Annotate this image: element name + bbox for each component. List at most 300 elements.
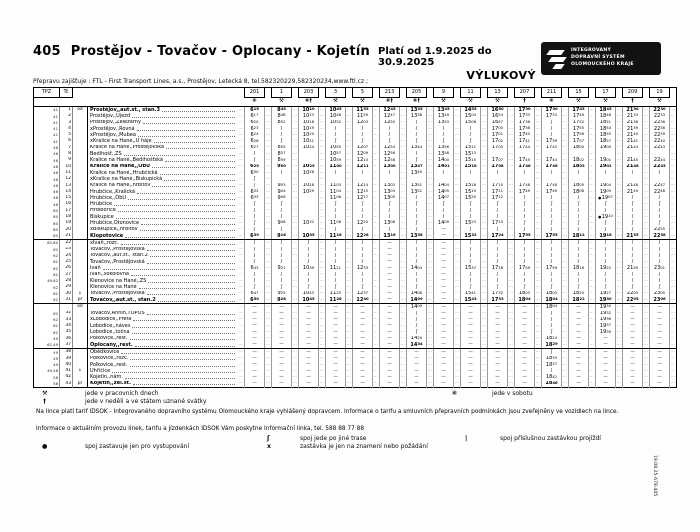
reroute-wave-mark: ʃ xyxy=(577,208,580,213)
column-separator-dots: ··· xyxy=(562,381,568,386)
time-cell: 1708 xyxy=(488,164,508,170)
time-cell: 1519 xyxy=(461,189,481,195)
reroute-wave-mark: ʃ xyxy=(361,208,364,213)
no-service-mark: — xyxy=(522,336,527,342)
time-cell: 1851 xyxy=(596,120,616,126)
reroute-wave-mark: ʃ xyxy=(415,132,418,138)
column-separator-dots: ··· xyxy=(589,381,595,386)
no-service-mark: — xyxy=(468,374,473,380)
column-separator-dots: ··· xyxy=(643,189,649,194)
column-separator-dots: ··· xyxy=(508,259,514,264)
column-separator-dots: ··· xyxy=(670,170,676,175)
time-cell: 2155 xyxy=(623,233,643,240)
time-cell: 615 xyxy=(245,107,265,114)
time-cell: 906 xyxy=(272,195,292,201)
column-separator-dots: ··· xyxy=(373,259,379,264)
no-service-mark: — xyxy=(333,368,338,374)
route-name: Prostějov - Tovačov - Oplocany - Kojetín xyxy=(70,44,370,59)
time-cell: 1513 xyxy=(461,151,481,157)
tariff-zone: 46 xyxy=(34,195,60,201)
no-service-mark: — xyxy=(495,355,500,361)
column-separator-dots: ··· xyxy=(319,139,325,144)
reroute-wave-mark: ʃ xyxy=(577,253,580,259)
column-separator-dots: ··· xyxy=(481,336,487,341)
no-service-mark: — xyxy=(279,329,284,335)
column-separator-dots: ··· xyxy=(481,220,487,225)
column-separator-dots: ··· xyxy=(319,247,325,252)
time-cell xyxy=(569,304,589,311)
reroute-wave-mark: ʃ xyxy=(334,214,337,220)
column-separator-dots: ··· xyxy=(346,120,352,125)
column-separator-dots: ··· xyxy=(589,170,595,175)
reroute-wave-mark: ʃ xyxy=(631,271,634,277)
column-separator-dots: ··· xyxy=(670,120,676,125)
column-separator-dots: ··· xyxy=(400,202,406,207)
no-service-mark: — xyxy=(495,323,500,329)
column-separator-dots: ··· xyxy=(643,126,649,131)
column-separator-dots: ··· xyxy=(643,349,649,354)
column-separator-dots: ··· xyxy=(265,253,271,258)
column-separator-dots: ··· xyxy=(400,145,406,150)
trip-number: 19 xyxy=(650,88,670,98)
column-separator-dots: ··· xyxy=(454,151,460,156)
column-separator-dots: ··· xyxy=(562,323,568,328)
column-separator-dots: ··· xyxy=(319,381,325,386)
trip-day-symbol: ⑥† xyxy=(380,98,400,107)
column-separator-dots: ··· xyxy=(589,208,595,213)
time-cell: 2145 xyxy=(623,157,643,163)
time-cell: 1026 xyxy=(299,170,319,176)
reroute-wave-mark: ʃ xyxy=(415,271,418,277)
dotted-leader xyxy=(131,274,235,276)
column-separator-dots: ··· xyxy=(562,278,568,283)
column-separator-dots: ··· xyxy=(481,291,487,296)
column-separator-dots: ··· xyxy=(535,132,541,137)
column-separator-dots: ··· xyxy=(562,253,568,258)
column-separator-dots: ··· xyxy=(562,214,568,219)
no-service-mark: — xyxy=(630,310,635,316)
reroute-wave-mark: ʃ xyxy=(334,246,337,252)
time-cell: 1904 xyxy=(596,183,616,189)
time-cell xyxy=(272,349,292,356)
no-service-mark: — xyxy=(657,310,662,316)
column-separator-dots: ··· xyxy=(535,311,541,316)
no-service-mark: — xyxy=(522,317,527,323)
column-separator-dots: ··· xyxy=(562,317,568,322)
column-separator-dots: ··· xyxy=(292,311,298,316)
column-separator-dots: ··· xyxy=(562,368,568,373)
reroute-wave-mark: ʃ xyxy=(550,323,553,329)
stop-name: Tovačov,,aut.st., stan.2 xyxy=(90,296,156,303)
column-separator-dots: ··· xyxy=(427,113,433,118)
column-separator-dots: ··· xyxy=(643,183,649,188)
exit-only-text: spoj zastavuje jen pro vystupování xyxy=(85,443,190,450)
column-separator-dots: ··· xyxy=(670,208,676,213)
reroute-wave-mark: ʃ xyxy=(361,246,364,252)
column-separator-dots: ··· xyxy=(589,368,595,373)
no-service-mark: — xyxy=(576,323,581,329)
column-separator-dots: ··· xyxy=(454,126,460,131)
time-cell: 1516 xyxy=(461,164,481,170)
stop-index: 41 xyxy=(60,368,73,374)
dotted-leader xyxy=(130,358,234,360)
reroute-wave-mark: ʃ xyxy=(415,220,418,226)
reroute-wave-mark: ʃ xyxy=(550,349,553,355)
column-separator-dots: ··· xyxy=(616,284,622,289)
column-separator-dots: ··· xyxy=(562,362,568,367)
column-separator-dots: ··· xyxy=(670,368,676,373)
time-cell xyxy=(380,381,400,388)
column-separator-dots: ··· xyxy=(400,266,406,271)
time-cell: 2247 xyxy=(650,183,670,189)
reroute-wave-mark: ʃ xyxy=(496,201,499,207)
reroute-wave-mark: ʃ xyxy=(631,220,634,226)
column-separator-dots: ··· xyxy=(265,214,271,219)
column-separator-dots: ··· xyxy=(589,183,595,188)
column-separator-dots: ··· xyxy=(535,240,541,245)
column-separator-dots: ··· xyxy=(346,227,352,232)
validity-dates: Platí od 1.9.2025 do 30.9.2025 xyxy=(378,46,492,68)
stop-name: Kralice na Hané,,Prostějovská xyxy=(90,144,165,151)
reroute-wave-mark: ʃ xyxy=(415,126,418,132)
column-separator-dots: ··· xyxy=(238,317,243,322)
column-separator-dots: ··· xyxy=(373,272,379,277)
column-separator-dots: ··· xyxy=(535,253,541,258)
column-separator-dots: ··· xyxy=(589,336,595,341)
reroute-wave-mark: ʃ xyxy=(388,226,391,232)
tariff-zone: 58 xyxy=(34,374,60,380)
column-separator-dots: ··· xyxy=(562,189,568,194)
reroute-wave-mark: ʃ xyxy=(631,201,634,207)
column-separator-dots: ··· xyxy=(265,126,271,131)
time-cell xyxy=(434,233,454,240)
time-cell: 1700 xyxy=(488,126,508,132)
column-separator-dots: ··· xyxy=(400,297,406,302)
column-separator-dots: ··· xyxy=(481,349,487,354)
no-service-mark: — xyxy=(306,310,311,316)
time-cell: 2133 xyxy=(623,113,643,119)
column-separator-dots: ··· xyxy=(616,176,622,181)
column-separator-dots: ··· xyxy=(454,176,460,181)
reroute-wave-mark: ʃ xyxy=(280,138,283,144)
column-separator-dots: ··· xyxy=(508,368,514,373)
no-service-mark: — xyxy=(576,362,581,368)
no-service-mark: — xyxy=(576,317,581,323)
no-service-mark: — xyxy=(360,355,365,361)
time-cell: 1805 xyxy=(569,183,589,189)
no-service-mark: — xyxy=(468,336,473,342)
trip-day-symbol: ⚒ xyxy=(353,98,373,107)
time-cell: 1220 xyxy=(353,220,373,226)
time-cell: 1744 xyxy=(542,157,562,163)
column-separator-dots: ··· xyxy=(454,284,460,289)
column-separator-dots: ··· xyxy=(589,139,595,144)
no-service-mark: — xyxy=(441,265,446,271)
time-cell: 1305 xyxy=(380,195,400,201)
trip-number: 207 xyxy=(515,88,535,98)
stop-index: 31 xyxy=(60,297,73,304)
no-service-mark: — xyxy=(387,240,392,246)
reroute-wave-mark: ʃ xyxy=(415,317,418,323)
time-cell: 1756 xyxy=(569,132,589,138)
tariff-zone: 62 xyxy=(34,311,60,317)
reroute-wave-mark: ʃ xyxy=(604,253,607,259)
reroute-wave-mark: ʃ xyxy=(631,259,634,265)
column-separator-dots: ··· xyxy=(265,170,271,175)
time-cell xyxy=(650,240,670,247)
time-cell: 2240 xyxy=(650,138,670,144)
no-service-mark: — xyxy=(333,329,338,335)
time-cell xyxy=(596,240,616,247)
tariff-zone: 49 xyxy=(34,349,60,356)
column-separator-dots: ··· xyxy=(427,330,433,335)
reroute-wave-mark: ʃ xyxy=(658,195,661,201)
column-separator-dots: ··· xyxy=(643,253,649,258)
column-separator-dots: ··· xyxy=(454,183,460,188)
time-cell: 1733 xyxy=(488,297,508,304)
no-service-mark: — xyxy=(495,329,500,335)
column-separator-dots: ··· xyxy=(589,233,595,238)
time-cell: 1829 xyxy=(542,342,562,349)
column-separator-dots: ··· xyxy=(292,240,298,245)
reroute-wave-mark: ʃ xyxy=(280,259,283,265)
column-separator-dots: ··· xyxy=(481,356,487,361)
column-separator-dots: ··· xyxy=(670,291,676,296)
reroute-wave-mark: ʃ xyxy=(550,132,553,138)
tariff-zone: 41 xyxy=(34,113,60,119)
reroute-wave-mark: ʃ xyxy=(253,220,256,226)
column-separator-dots: ··· xyxy=(481,233,487,238)
column-separator-dots: ··· xyxy=(265,195,271,200)
time-cell: 1108 xyxy=(326,220,346,226)
column-separator-dots: ··· xyxy=(346,278,352,283)
time-cell: 2244 xyxy=(650,157,670,163)
no-service-mark: — xyxy=(441,290,446,296)
column-separator-dots: ··· xyxy=(508,151,514,156)
column-separator-dots: ··· xyxy=(319,278,325,283)
column-separator-dots: ··· xyxy=(589,158,595,163)
reroute-wave-mark: ʃ xyxy=(604,201,607,207)
stop-index: 20 xyxy=(60,227,73,233)
column-separator-dots: ··· xyxy=(562,342,568,347)
no-service-mark: — xyxy=(306,304,311,310)
column-separator-dots: ··· xyxy=(616,120,622,125)
column-separator-dots: ··· xyxy=(400,113,406,118)
time-cell: 1356 xyxy=(434,145,454,151)
tariff-zone: 62 xyxy=(34,284,60,290)
column-separator-dots: ··· xyxy=(616,375,622,380)
column-separator-dots: ··· xyxy=(589,291,595,296)
column-separator-dots: ··· xyxy=(427,208,433,213)
column-separator-dots: ··· xyxy=(589,176,595,181)
time-cell: 1434 xyxy=(407,342,427,349)
no-service-mark: — xyxy=(252,368,257,374)
reroute-wave-mark: ʃ xyxy=(523,170,526,176)
dotted-leader xyxy=(137,129,235,131)
time-cell: 2144 xyxy=(623,145,643,151)
column-separator-dots: ··· xyxy=(319,202,325,207)
column-separator-dots: ··· xyxy=(562,304,568,309)
column-separator-dots: ··· xyxy=(373,214,379,219)
column-separator-dots: ··· xyxy=(670,342,676,347)
column-separator-dots: ··· xyxy=(508,176,514,181)
time-cell xyxy=(245,342,265,349)
time-cell xyxy=(272,304,292,311)
column-separator-dots: ··· xyxy=(427,151,433,156)
time-cell xyxy=(407,349,427,356)
column-separator-dots: ··· xyxy=(346,284,352,289)
column-separator-dots: ··· xyxy=(346,151,352,156)
column-separator-dots: ··· xyxy=(427,176,433,181)
column-separator-dots: ··· xyxy=(373,381,379,386)
reroute-wave-mark: ʃ xyxy=(631,246,634,252)
time-cell: 1303 xyxy=(380,189,400,195)
column-separator-dots: ··· xyxy=(508,158,514,163)
time-cell: 1352 xyxy=(407,189,427,195)
dotted-leader xyxy=(152,185,234,187)
column-separator-dots: ··· xyxy=(481,381,487,386)
dotted-leader xyxy=(132,116,234,118)
column-separator-dots: ··· xyxy=(319,349,325,354)
time-cell: 1650 xyxy=(488,107,508,114)
column-separator-dots: ··· xyxy=(643,336,649,341)
dotted-leader xyxy=(143,122,235,124)
reroute-wave-mark: ʃ xyxy=(388,201,391,207)
column-separator-dots: ··· xyxy=(265,317,271,322)
time-cell: 1401 xyxy=(434,164,454,170)
column-separator-dots: ··· xyxy=(238,158,243,163)
no-service-mark: — xyxy=(387,297,392,303)
column-separator-dots: ··· xyxy=(292,356,298,361)
stop-name: Klenovice na Hané,,ZŠ xyxy=(90,278,147,284)
column-separator-dots: ··· xyxy=(238,120,243,125)
column-separator-dots: ··· xyxy=(589,189,595,194)
column-separator-dots: ··· xyxy=(616,323,622,328)
reroute-wave-mark: ʃ xyxy=(658,259,661,265)
route-number: 405 xyxy=(33,44,61,59)
arrive-depart-marker: ↓ xyxy=(73,291,88,297)
dotted-leader xyxy=(121,352,234,354)
time-cell: 1715 xyxy=(488,220,508,226)
time-cell: 1338 xyxy=(407,113,427,119)
print-id: 19.08.25-678-405 xyxy=(652,455,657,497)
tariff-zone: 46 xyxy=(34,145,60,151)
reroute-wave-mark: ʃ xyxy=(415,119,418,125)
time-cell: 1654 xyxy=(488,113,508,119)
column-separator-dots: ··· xyxy=(346,208,352,213)
column-separator-dots: ··· xyxy=(481,107,487,112)
trip-number: 13 xyxy=(488,88,508,98)
reroute-wave-mark: ʃ xyxy=(469,284,472,290)
column-separator-dots: ··· xyxy=(481,323,487,328)
trip-day-symbol: ⚒ xyxy=(596,98,616,107)
time-cell: 1215 xyxy=(353,189,373,195)
time-cell: 1100 xyxy=(326,164,346,170)
time-cell: 1745 xyxy=(515,157,535,163)
reroute-wave-mark: ʃ xyxy=(550,195,553,201)
tariff-zone: 41 xyxy=(34,132,60,138)
column-separator-dots: ··· xyxy=(643,145,649,150)
column-separator-dots: ··· xyxy=(616,272,622,277)
column-separator-dots: ··· xyxy=(400,284,406,289)
column-separator-dots: ··· xyxy=(454,240,460,245)
column-separator-dots: ··· xyxy=(454,214,460,219)
column-separator-dots: ··· xyxy=(535,247,541,252)
column-separator-dots: ··· xyxy=(427,272,433,277)
column-separator-dots: ··· xyxy=(427,214,433,219)
reroute-wave-mark: ʃ xyxy=(361,278,364,284)
reroute-wave-mark: ʃ xyxy=(361,170,364,176)
column-separator-dots: ··· xyxy=(292,291,298,296)
column-separator-dots: ··· xyxy=(535,368,541,373)
reroute-wave-mark: ʃ xyxy=(334,278,337,284)
reroute-wave-mark: ʃ xyxy=(361,126,364,132)
time-cell: 624 xyxy=(245,132,265,138)
reroute-wave-mark: ʃ xyxy=(631,214,634,220)
column-separator-dots: ··· xyxy=(238,126,243,131)
column-separator-dots: ··· xyxy=(319,170,325,175)
stop-name: Hrubčice,Otonovice xyxy=(90,220,140,226)
column-separator-dots: ··· xyxy=(373,183,379,188)
column-separator-dots: ··· xyxy=(427,356,433,361)
column-separator-dots: ··· xyxy=(562,227,568,232)
time-cell: 1353 xyxy=(434,120,454,126)
column-separator-dots: ··· xyxy=(427,164,433,169)
time-cell xyxy=(569,381,589,388)
column-separator-dots: ··· xyxy=(292,151,298,156)
no-service-mark: — xyxy=(441,259,446,265)
tariff-zone: 41 xyxy=(34,107,60,114)
no-service-mark: — xyxy=(360,342,365,348)
column-separator-dots: ··· xyxy=(427,349,433,354)
reroute-wave-mark: ʃ xyxy=(388,208,391,213)
column-separator-dots: ··· xyxy=(427,158,433,163)
no-service-mark: — xyxy=(279,368,284,374)
no-service-mark: — xyxy=(360,349,365,355)
column-separator-dots: ··· xyxy=(508,304,514,309)
no-service-mark: — xyxy=(252,336,257,342)
column-separator-dots: ··· xyxy=(292,139,298,144)
time-cell: 1217 xyxy=(353,195,373,201)
no-service-mark: — xyxy=(441,349,446,355)
stop-name: Tovačov,,Prostějovská xyxy=(90,259,145,265)
no-service-mark: — xyxy=(279,304,284,310)
column-separator-dots: ··· xyxy=(319,113,325,118)
column-separator-dots: ··· xyxy=(373,126,379,131)
stop-name: Prostějov,,Železárny xyxy=(90,119,141,126)
column-separator-dots: ··· xyxy=(238,253,243,258)
time-cell: 900 xyxy=(272,164,292,170)
column-separator-dots: ··· xyxy=(616,336,622,341)
time-cell: 1730 xyxy=(515,107,535,114)
dotted-leader xyxy=(121,243,235,245)
time-cell: 1358 xyxy=(407,233,427,240)
reroute-wave-mark: ʃ xyxy=(334,259,337,265)
time-cell xyxy=(650,304,670,311)
column-separator-dots: ··· xyxy=(562,284,568,289)
column-separator-dots: ··· xyxy=(616,330,622,335)
stop-name: Ivaň xyxy=(90,265,101,272)
time-cell: 1203 xyxy=(353,120,373,126)
column-separator-dots: ··· xyxy=(670,375,676,380)
reroute-wave-mark: ʃ xyxy=(523,284,526,290)
stop-index: 16 xyxy=(60,201,73,207)
time-cell: 1740 xyxy=(515,132,535,138)
no-service-mark: — xyxy=(495,349,500,355)
reroute-symbol: ʃ xyxy=(267,435,270,442)
time-cell: ●1907 xyxy=(596,195,616,201)
time-cell xyxy=(596,381,616,388)
